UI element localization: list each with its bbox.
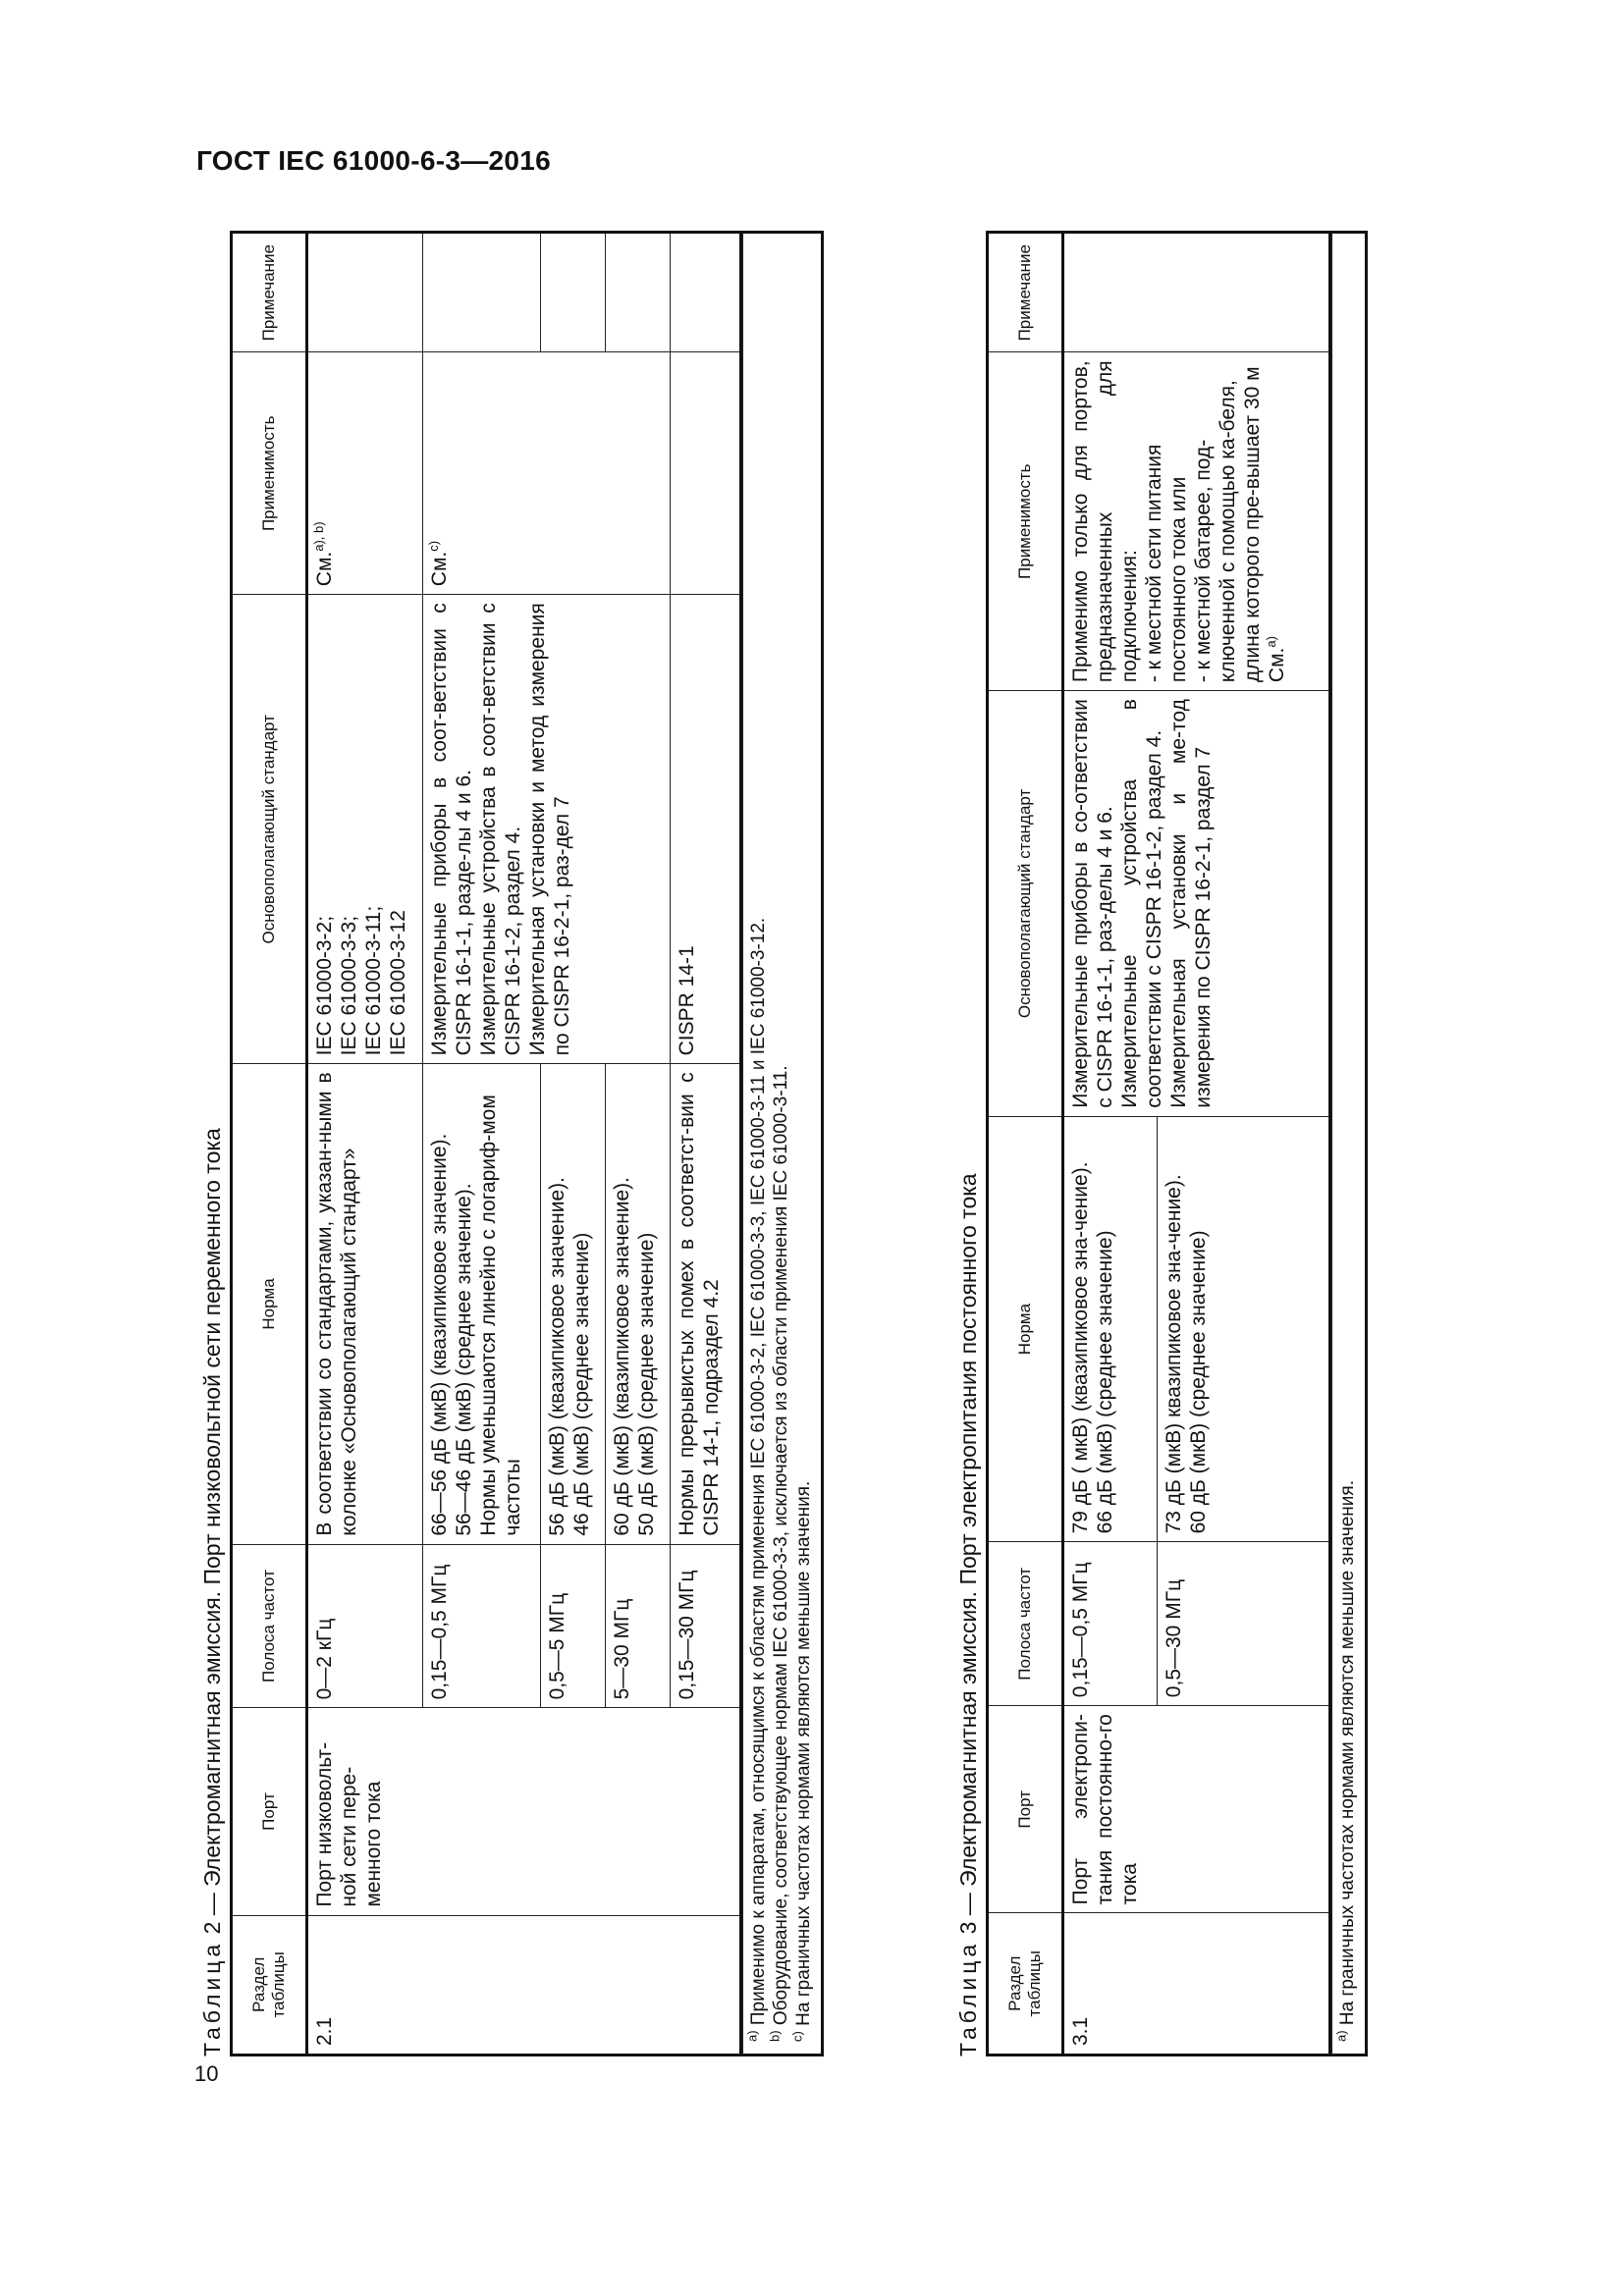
footnote bbox=[767, 243, 792, 2042]
col-header-standard: Основополагающий стандарт bbox=[232, 595, 307, 1064]
table-3-block bbox=[950, 231, 1461, 2056]
norm-cell bbox=[1158, 1116, 1330, 1542]
page-number: 10 bbox=[194, 2061, 219, 2086]
col-header-section: Раздел таблицы bbox=[232, 1915, 307, 2055]
standard-line: IEC 61000-3-2; bbox=[313, 915, 336, 1056]
norm-line: 46 дБ (мкВ) (среднее значение) bbox=[570, 1232, 593, 1536]
standard-line: Измерительная установки и метод измерения по CISPR 16-2-1, раз-дел 7 bbox=[526, 603, 573, 1056]
port-cell: Порт электропи-тания постоянно-го тока bbox=[1063, 1706, 1330, 1913]
footnote-mark: c) bbox=[789, 2031, 805, 2042]
standard-cell bbox=[307, 595, 423, 1064]
table-2-caption-text: 2 — Электромагнитная эмиссия. Порт низковольтной сети переменного тока bbox=[199, 1128, 225, 1935]
band-cell: 0,15—0,5 МГц bbox=[423, 1544, 541, 1708]
note-cell bbox=[671, 233, 741, 352]
applicability-cell bbox=[671, 352, 741, 595]
standard-cell bbox=[1063, 691, 1330, 1117]
band-cell: 5—30 МГц bbox=[606, 1544, 671, 1708]
col-header-note: Примечание bbox=[988, 233, 1063, 352]
applicability-line: - к местной сети питания постоянного тока или bbox=[1143, 444, 1190, 683]
footnote bbox=[744, 243, 770, 2042]
table-3-caption bbox=[950, 231, 986, 2056]
norm-line: 60 дБ (мкВ) (квазипиковое значение). bbox=[611, 1176, 633, 1536]
norm-line: 66—56 дБ (мкВ) (квазипиковое значение). bbox=[428, 1133, 451, 1536]
norm-line: 50 дБ (мкВ) (среднее значение) bbox=[635, 1232, 658, 1536]
table-3-caption-text: 3 — Электромагнитная эмиссия. Порт электропитания постоянного тока bbox=[955, 1173, 981, 1935]
section-cell: 3.1 bbox=[1063, 1913, 1330, 2056]
standard-line: Измерительные приборы в соот-ветствии с CISPR 16-1-1, разде-лы 4 и 6. bbox=[428, 603, 475, 1056]
note-cell bbox=[1063, 233, 1330, 352]
col-header-norm: Норма bbox=[232, 1064, 307, 1544]
applicability-ref-text: См. bbox=[1266, 647, 1288, 683]
norm-line: 79 дБ ( мкВ) (квазипиковое зна-чение). bbox=[1069, 1161, 1092, 1534]
band-cell: 0,5—30 МГц bbox=[1158, 1542, 1330, 1706]
col-header-standard: Основополагающий стандарт bbox=[988, 691, 1063, 1117]
standard-line: IEC 61000-3-12 bbox=[387, 910, 409, 1056]
norm-cell bbox=[541, 1064, 606, 1544]
norm-line: Нормы уменьшаются линейно с логариф-мом частоты bbox=[477, 1095, 524, 1536]
col-header-note: Примечание bbox=[232, 233, 307, 352]
table-3-caption-word: Таблица bbox=[955, 1940, 981, 2056]
footnote-text: На граничных частотах нормами являются меньшие значения. bbox=[793, 1480, 814, 2026]
applicability-line: Применимо только для портов, предназначенных для подключения: bbox=[1069, 360, 1141, 683]
footnote-mark: b) bbox=[767, 2030, 783, 2042]
footnote-ref: a), b) bbox=[311, 521, 326, 552]
footnote-mark: a) bbox=[744, 2030, 760, 2042]
port-cell: Порт низковольт-ной сети пере-менного тока bbox=[307, 1708, 741, 1915]
col-header-band: Полоса частот bbox=[988, 1542, 1063, 1706]
table-row bbox=[1063, 233, 1158, 2056]
applicability-text: См. bbox=[428, 551, 451, 587]
table-3-footnotes bbox=[1331, 231, 1368, 2056]
norm-text: В соответствии со стандартами, указан-ными в колонке «Основополагающий стандарт» bbox=[313, 1072, 360, 1536]
col-header-port: Порт bbox=[988, 1706, 1063, 1913]
norm-cell bbox=[307, 1064, 423, 1544]
band-cell: 0,15—30 МГц bbox=[671, 1544, 741, 1708]
applicability-cell bbox=[307, 352, 423, 595]
standard-line: Измерительные устройства в соответствии с CISPR 16-1-2, раздел 4. bbox=[1118, 699, 1165, 1108]
table-2 bbox=[230, 231, 742, 2056]
table-2-header-row bbox=[232, 233, 307, 2056]
table-3 bbox=[986, 231, 1331, 2056]
document-header: ГОСТ IEC 61000-6-3—2016 bbox=[196, 145, 551, 176]
standard-line: Измерительная установки и ме-тод измерения по CISPR 16-2-1, раздел 7 bbox=[1167, 699, 1215, 1108]
standard-line: IEC 61000-3-3; bbox=[338, 915, 360, 1056]
note-cell bbox=[423, 233, 541, 352]
footnote-text: На граничных частотах нормами являются меньшие значения. bbox=[1337, 1480, 1358, 2026]
norm-line: 66 дБ (мкВ) (среднее значение) bbox=[1094, 1230, 1116, 1534]
applicability-text: См. bbox=[313, 551, 336, 587]
col-header-norm: Норма bbox=[988, 1116, 1063, 1542]
note-cell bbox=[606, 233, 671, 352]
footnote bbox=[789, 243, 815, 2042]
standard-cell bbox=[423, 595, 671, 1064]
norm-cell bbox=[1063, 1116, 1158, 1542]
applicability-cell bbox=[423, 352, 671, 595]
footnote-text: Оборудование, соответствующее нормам IEC 61000-3-3, исключается из области применения IEC 61000-3-11. bbox=[771, 1065, 791, 2026]
norm-cell bbox=[671, 1064, 741, 1544]
band-cell: 0,5—5 МГц bbox=[541, 1544, 606, 1708]
footnote bbox=[1333, 243, 1359, 2042]
standard-line: Измерительные устройства в соот-ветствии с CISPR 16-1-2, раздел 4. bbox=[477, 603, 524, 1056]
col-header-applicability: Применимость bbox=[988, 352, 1063, 691]
footnote-text: Применимо к аппаратам, относящимся к областям применения IEC 61000-3-2, IEC 61000-3-3, IEC 61000-3-11 и IEC 61000-3-12. bbox=[748, 917, 769, 2026]
norm-text: Нормы прерывистых помех в соответст-вии с CISPR 14-1, подраздел 4.2 bbox=[676, 1072, 723, 1536]
table-3-header-row bbox=[988, 233, 1063, 2056]
standard-line: IEC 61000-3-11; bbox=[362, 905, 385, 1056]
applicability-cell bbox=[1063, 352, 1330, 691]
applicability-line: - к местной батарее, под-ключенной с помощью ка-беля, длина которого пре-вышает 30 м bbox=[1192, 366, 1264, 683]
band-cell: 0—2 кГц bbox=[307, 1544, 423, 1708]
norm-line: 73 дБ (мкВ) квазипиковое зна-чение). bbox=[1163, 1174, 1185, 1534]
norm-line: 56 дБ (мкВ) (квазипиковое значение). bbox=[546, 1176, 568, 1536]
col-header-section: Раздел таблицы bbox=[988, 1913, 1063, 2056]
table-2-caption-word: Таблица bbox=[199, 1940, 225, 2056]
footnote-ref: a) bbox=[1264, 636, 1278, 648]
note-cell bbox=[541, 233, 606, 352]
norm-cell bbox=[606, 1064, 671, 1544]
col-header-port: Порт bbox=[232, 1708, 307, 1915]
band-cell: 0,15—0,5 МГц bbox=[1063, 1542, 1158, 1706]
footnote-ref: c) bbox=[426, 540, 441, 552]
col-header-applicability: Применимость bbox=[232, 352, 307, 595]
col-header-band: Полоса частот bbox=[232, 1544, 307, 1708]
note-cell bbox=[307, 233, 423, 352]
table-2-block bbox=[194, 231, 921, 2056]
section-cell: 2.1 bbox=[307, 1915, 741, 2055]
norm-line: 60 дБ (мкВ) (среднее значение) bbox=[1187, 1230, 1210, 1534]
table-2-caption bbox=[194, 231, 230, 2056]
table-row bbox=[307, 233, 423, 2056]
norm-line: 56—46 дБ (мкВ) (среднее значение). bbox=[453, 1183, 475, 1536]
table-2-footnotes bbox=[742, 231, 824, 2056]
standard-cell: CISPR 14-1 bbox=[671, 595, 741, 1064]
footnote-mark: a) bbox=[1333, 2030, 1349, 2042]
applicability-ref bbox=[1265, 360, 1289, 682]
norm-cell bbox=[423, 1064, 541, 1544]
standard-line: Измерительные приборы в со-ответствии с CISPR 16-1-1, раз-делы 4 и 6. bbox=[1069, 699, 1116, 1108]
